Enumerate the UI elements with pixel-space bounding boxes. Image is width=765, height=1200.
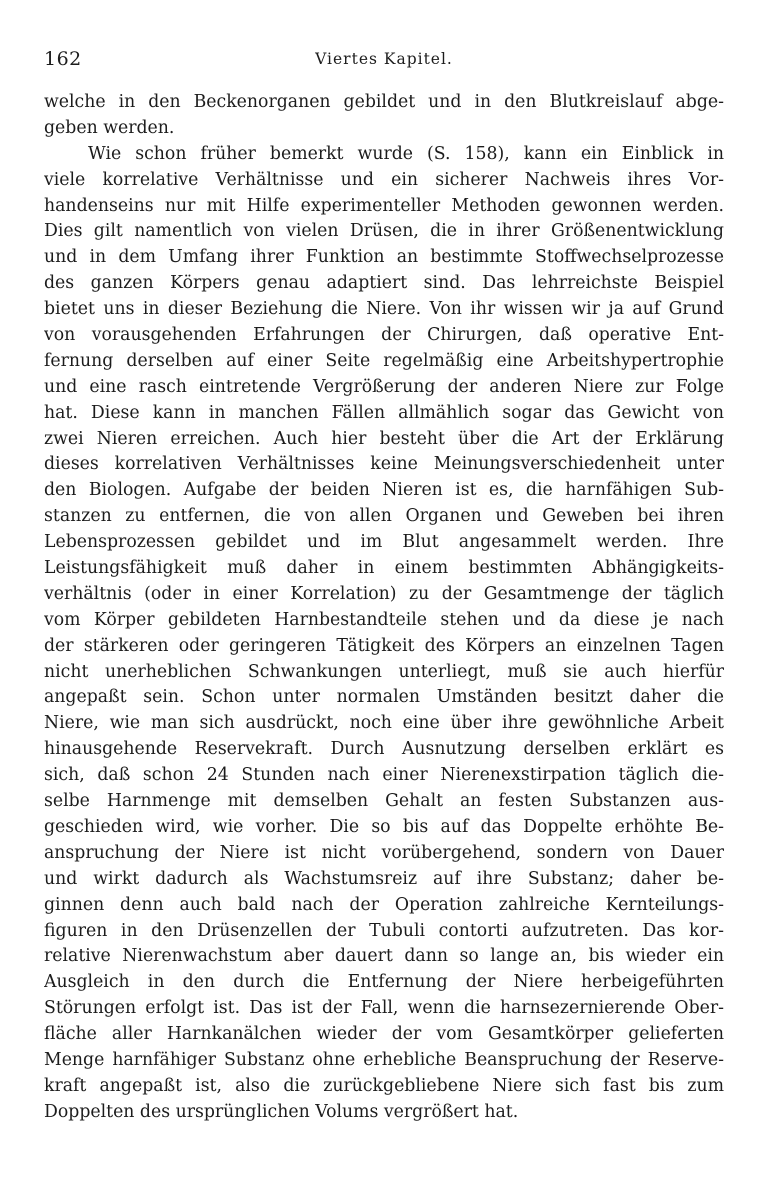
text-line: verhältnis (oder in einer Korrelation) zu der Gesamtmenge der täglich	[44, 583, 724, 604]
text-line: Niere, wie man sich ausdrückt, noch eine über ihre gewöhnliche Arbeit	[44, 713, 724, 734]
text-line: angepaßt sein. Schon unter normalen Umständen besitzt daher die	[44, 687, 724, 708]
text-line: geschieden wird, wie vorher. Die so bis auf das Doppelte erhöhte Be-	[44, 816, 724, 837]
text-line: ginnen denn auch bald nach der Operation zahlreiche Kernteilungs-	[44, 894, 724, 915]
text-line: welche in den Beckenorganen gebildet und in den Blutkreislauf abge-	[44, 92, 724, 112]
text-line: und wirkt dadurch als Wachstumsreiz auf ihre Substanz; daher be-	[44, 868, 724, 889]
text-line: des ganzen Körpers genau adaptiert sind. Das lehrreichste Beispiel	[44, 273, 724, 294]
text-line: selbe Harnmenge mit demselben Gehalt an festen Substanzen aus-	[44, 791, 724, 812]
text-line: von vorausgehenden Erfahrungen der Chirurgen, daß operative Ent-	[44, 325, 724, 346]
text-line: anspruchung der Niere ist nicht vorübergehend, sondern von Dauer	[44, 842, 724, 863]
text-line: Leistungsfähigkeit muß daher in einem bestimmten Abhängigkeits-	[44, 558, 724, 579]
page-number: 162	[44, 48, 82, 70]
text-line: kraft angepaßt ist, also die zurückgebliebene Niere sich fast bis zum	[44, 1075, 724, 1096]
text-line: bietet uns in dieser Beziehung die Niere. Von ihr wissen wir ja auf Grund	[44, 299, 724, 320]
text-line: hinausgehende Reservekraft. Durch Ausnutzung derselben erklärt es	[44, 739, 724, 760]
running-title: Viertes Kapitel.	[315, 50, 453, 68]
text-line: Menge harnfähiger Substanz ohne erhebliche Beanspruchung der Reserve-	[44, 1049, 724, 1070]
page-header	[44, 40, 724, 76]
text-line: fläche aller Harnkanälchen wieder der vom Gesamtkörper gelieferten	[44, 1024, 724, 1045]
text-line: handenseins nur mit Hilfe experimenteller Methoden gewonnen werden.	[44, 195, 724, 216]
text-line: viele korrelative Verhältnisse und ein sicherer Nachweis ihres Vor-	[44, 169, 724, 190]
body-text	[44, 90, 724, 1126]
text-line: Lebensprozessen gebildet und im Blut angesammelt werden. Ihre	[44, 532, 724, 553]
text-line: geben werden.	[44, 117, 175, 138]
text-line: sich, daß schon 24 Stunden nach einer Nierenexstirpation täglich die-	[44, 765, 724, 786]
text-line: der stärkeren oder geringeren Tätigkeit des Körpers an einzelnen Tagen	[44, 635, 724, 656]
text-line: fernung derselben auf einer Seite regelmäßig eine Arbeitshypertrophie	[44, 350, 724, 371]
text-line: nicht unerheblichen Schwankungen unterliegt, muß sie auch hierfür	[44, 661, 724, 682]
book-page	[44, 40, 724, 1126]
text-line: stanzen zu entfernen, die von allen Organen und Geweben bei ihren	[44, 506, 724, 527]
text-line: Störungen erfolgt ist. Das ist der Fall, wenn die harnsezernierende Ober-	[44, 998, 724, 1019]
text-line: Wie schon früher bemerkt wurde (S. 158), kann ein Einblick in	[88, 143, 724, 164]
text-line: Ausgleich in den durch die Entfernung der Niere herbeigeführten	[44, 972, 724, 993]
text-line: und eine rasch eintretende Vergrößerung der anderen Niere zur Folge	[44, 376, 724, 397]
text-line: dieses korrelativen Verhältnisses keine Meinungsverschiedenheit unter	[44, 454, 724, 475]
text-line: und in dem Umfang ihrer Funktion an bestimmte Stoffwechselprozesse	[44, 247, 724, 268]
text-line: figuren in den Drüsenzellen der Tubuli contorti aufzutreten. Das kor-	[44, 920, 724, 941]
text-line: hat. Diese kann in manchen Fällen allmählich sogar das Gewicht von	[44, 402, 724, 423]
text-line: relative Nierenwachstum aber dauert dann so lange an, bis wieder ein	[44, 946, 724, 967]
text-line: zwei Nieren erreichen. Auch hier besteht über die Art der Erklärung	[44, 428, 724, 449]
text-line: den Biologen. Aufgabe der beiden Nieren ist es, die harnfähigen Sub-	[44, 480, 724, 501]
text-line: vom Körper gebildeten Harnbestandteile stehen und da diese je nach	[44, 609, 724, 630]
text-line: Dies gilt namentlich von vielen Drüsen, die in ihrer Größenentwicklung	[44, 221, 724, 242]
text-line: Doppelten des ursprünglichen Volums vergrößert hat.	[44, 1101, 519, 1122]
